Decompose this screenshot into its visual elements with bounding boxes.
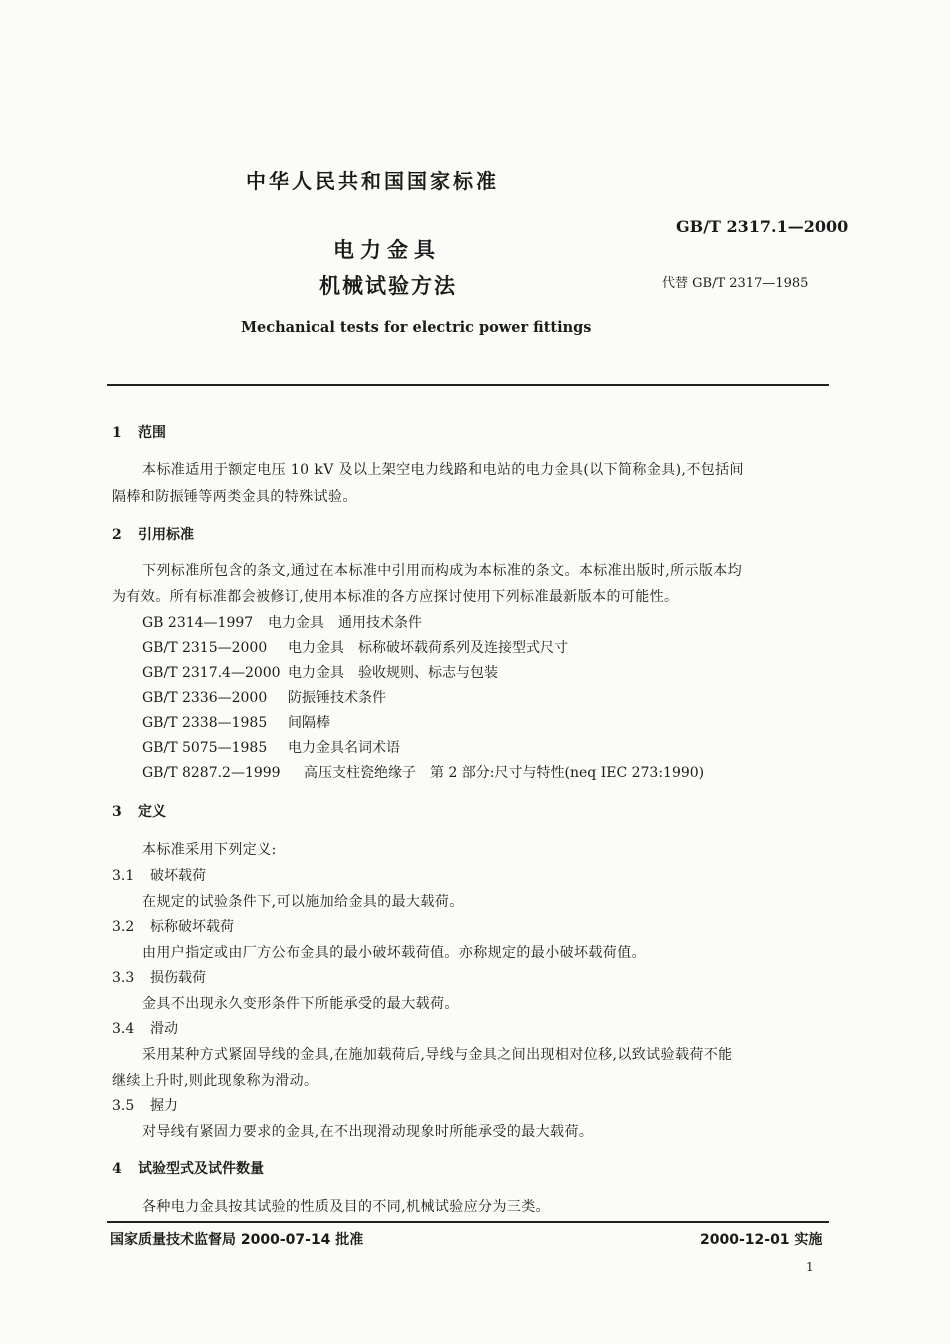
footer-divider — [107, 1221, 829, 1223]
reference-item — [142, 687, 386, 707]
section-title: 试验型式及试件数量 — [138, 1161, 264, 1177]
reference-title: 高压支柱瓷绝缘子 第 2 部分:尺寸与特性(neq IEC 273:1990) — [304, 765, 705, 781]
definition-term: 握力 — [150, 1098, 178, 1114]
section-2-heading — [112, 524, 194, 544]
approval-date: 国家质量技术监督局 2000-07-14 批准 — [110, 1232, 364, 1248]
definition-heading — [112, 916, 234, 936]
definition-heading — [112, 1018, 178, 1038]
definition-number: 3.1 — [112, 868, 135, 884]
section-number: 4 — [112, 1161, 122, 1177]
definition-term: 损伤载荷 — [150, 970, 206, 986]
section-3-heading — [112, 801, 166, 821]
definition-text: 继续上升时,则此现象称为滑动。 — [112, 1073, 319, 1089]
definition-text: 采用某种方式紧固导线的金具,在施加载荷后,导线与金具之间出现相对位移,以致试验载荷不能 — [142, 1047, 733, 1063]
section-title: 范围 — [138, 425, 166, 441]
section-4-heading — [112, 1158, 264, 1178]
reference-item — [142, 762, 704, 782]
definition-number: 3.2 — [112, 919, 135, 935]
effective-date: 2000-12-01 实施 — [700, 1232, 823, 1248]
definition-heading — [112, 1095, 178, 1115]
definition-text: 对导线有紧固力要求的金具,在不出现滑动现象时所能承受的最大载荷。 — [142, 1124, 594, 1140]
reference-item — [142, 737, 400, 757]
reference-title: 电力金具 验收规则、标志与包装 — [288, 665, 498, 681]
paragraph: 本标准适用于额定电压 10 kV 及以上架空电力线路和电站的电力金具(以下简称金具),不包括间 — [142, 462, 744, 478]
section-1-heading — [112, 422, 166, 442]
paragraph: 各种电力金具按其试验的性质及目的不同,机械试验应分为三类。 — [142, 1199, 551, 1215]
reference-title: 电力金具 通用技术条件 — [268, 615, 422, 631]
reference-item — [142, 712, 330, 732]
definition-text: 金具不出现永久变形条件下所能承受的最大载荷。 — [142, 996, 459, 1012]
reference-title: 电力金具名词术语 — [288, 740, 400, 756]
definition-text: 由用户指定或由厂方公布金具的最小破坏载荷值。亦称规定的最小破坏载荷值。 — [142, 945, 646, 961]
definition-number: 3.3 — [112, 970, 135, 986]
reference-code: GB/T 2338—1985 — [142, 715, 268, 731]
section-title: 引用标准 — [138, 527, 194, 543]
definition-heading — [112, 865, 206, 885]
reference-code: GB/T 2336—2000 — [142, 690, 268, 706]
section-number: 3 — [112, 804, 122, 820]
paragraph: 下列标准所包含的条文,通过在本标准中引用而构成为本标准的条文。本标准出版时,所示版本均 — [142, 563, 743, 579]
page-number: 1 — [806, 1260, 814, 1274]
section-title: 定义 — [138, 804, 166, 820]
reference-code: GB/T 5075—1985 — [142, 740, 268, 756]
document-title-line1: 电力金具 — [333, 238, 441, 262]
paragraph: 隔棒和防振锤等两类金具的特殊试验。 — [112, 489, 357, 505]
paragraph: 为有效。所有标准都会被修订,使用本标准的各方应探讨使用下列标准最新版本的可能性。 — [112, 589, 679, 605]
reference-title: 防振锤技术条件 — [288, 690, 386, 706]
definition-number: 3.4 — [112, 1021, 135, 1037]
document-title-line2: 机械试验方法 — [319, 274, 457, 298]
definition-number: 3.5 — [112, 1098, 135, 1114]
paragraph: 本标准采用下列定义: — [142, 842, 277, 858]
definition-term: 滑动 — [150, 1021, 178, 1037]
reference-code: GB/T 2315—2000 — [142, 640, 268, 656]
reference-code: GB/T 2317.4—2000 — [142, 665, 281, 681]
definition-heading — [112, 967, 206, 987]
reference-code: GB 2314—1997 — [142, 615, 254, 631]
replaces-standard: 代替 GB/T 2317—1985 — [662, 276, 809, 291]
reference-title: 间隔棒 — [288, 715, 330, 731]
reference-item — [142, 637, 568, 657]
document-title-english: Mechanical tests for electric power fittings — [241, 319, 592, 336]
definition-term: 破坏载荷 — [150, 868, 206, 884]
standard-number: GB/T 2317.1—2000 — [676, 217, 849, 236]
header-divider — [107, 384, 829, 386]
reference-item — [142, 612, 422, 632]
definition-text: 在规定的试验条件下,可以施加给金具的最大载荷。 — [142, 894, 464, 910]
section-number: 2 — [112, 527, 122, 543]
national-standard-title: 中华人民共和国国家标准 — [246, 169, 499, 193]
reference-code: GB/T 8287.2—1999 — [142, 765, 281, 781]
definition-term: 标称破坏载荷 — [150, 919, 234, 935]
reference-item — [142, 662, 498, 682]
section-number: 1 — [112, 425, 122, 441]
reference-title: 电力金具 标称破坏载荷系列及连接型式尺寸 — [288, 640, 568, 656]
